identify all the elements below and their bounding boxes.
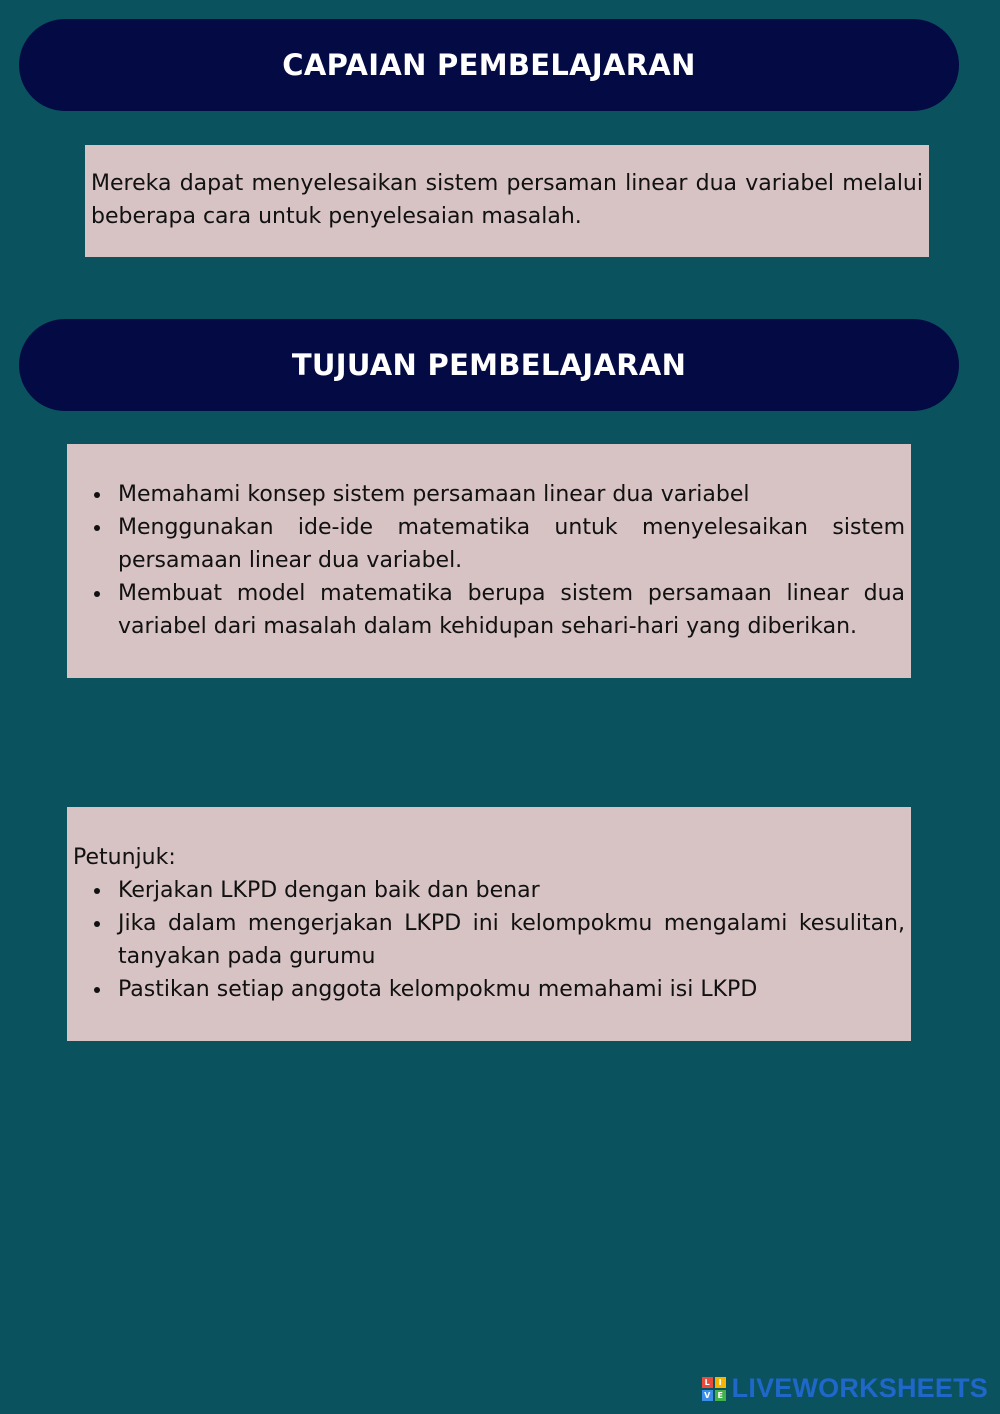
liveworksheets-logo-icon: L I V E (702, 1377, 726, 1401)
watermark-text: LIVEWORKSHEETS (731, 1373, 988, 1403)
petunjuk-list (73, 874, 905, 1006)
list-item: • Memahami konsep sistem persamaan linear dua variabel (113, 478, 905, 511)
capaian-heading: CAPAIAN PEMBELAJARAN (282, 48, 696, 82)
capaian-text: Mereka dapat menyelesaikan sistem persaman linear dua variabel melalui beberapa cara untuk penyelesaian masalah. (91, 171, 923, 229)
capaian-text-box (85, 145, 929, 257)
petunjuk-box (67, 807, 911, 1041)
tujuan-list (73, 478, 905, 643)
capaian-heading-banner (19, 19, 959, 111)
tujuan-heading-banner (19, 319, 959, 411)
list-item: • Pastikan setiap anggota kelompokmu memahami isi LKPD (113, 973, 905, 1006)
list-item: • Kerjakan LKPD dengan baik dan benar (113, 874, 905, 907)
list-item: • Menggunakan ide-ide matematika untuk menyelesaikan sistem persamaan linear dua variabel. (113, 511, 905, 577)
petunjuk-label: Petunjuk: (73, 845, 176, 870)
tujuan-heading: TUJUAN PEMBELAJARAN (291, 348, 687, 382)
liveworksheets-watermark (702, 1373, 988, 1404)
tujuan-list-box (67, 444, 911, 678)
list-item: • Membuat model matematika berupa sistem persamaan linear dua variabel dari masalah dalam kehidupan sehari-hari yang diberikan. (113, 577, 905, 643)
list-item: • Jika dalam mengerjakan LKPD ini kelompokmu mengalami kesulitan, tanyakan pada gurumu (113, 907, 905, 973)
